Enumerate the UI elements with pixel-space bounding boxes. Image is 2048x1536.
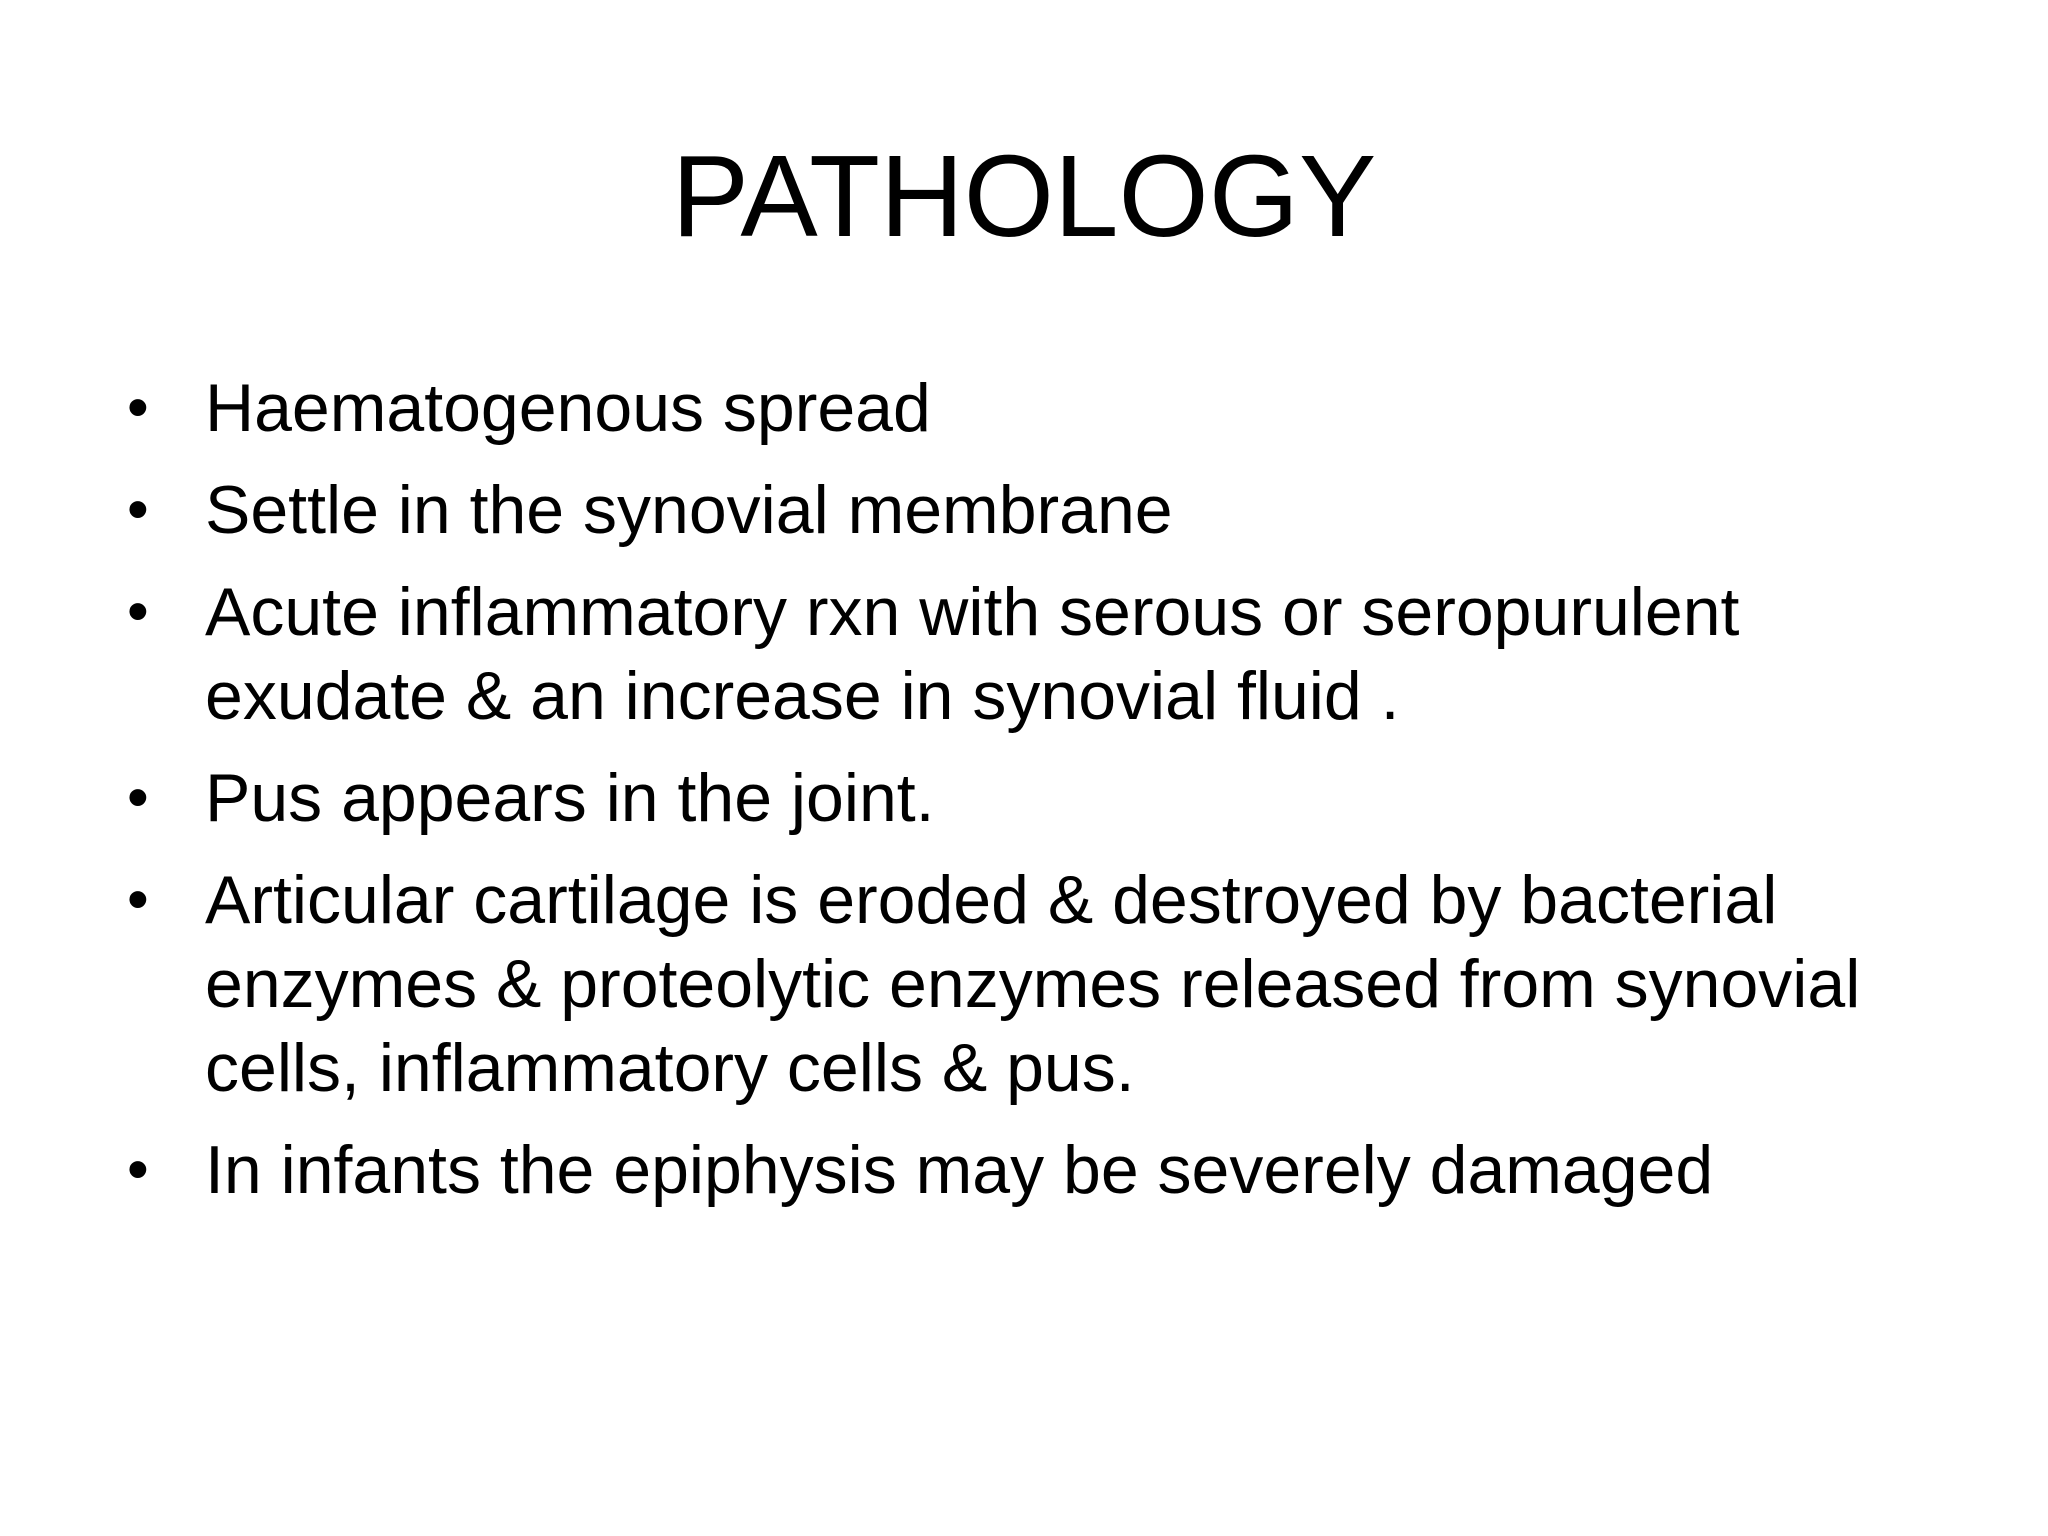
bullet-text: Acute inflammatory rxn with serous or seropurulent exudate & an increase in synovial fluid . (205, 574, 1740, 734)
bullet-icon: • (127, 475, 149, 544)
bullet-icon: • (127, 865, 149, 934)
bullet-text: Haematogenous spread (205, 370, 931, 446)
bullet-text: Articular cartilage is eroded & destroyed by bacterial enzymes & proteolytic enzymes released from synovial cells, inflammatory cells & pus. (205, 862, 1861, 1106)
bullet-text: Settle in the synovial membrane (205, 472, 1173, 548)
bullet-icon: • (127, 1135, 149, 1204)
bullet-icon: • (127, 763, 149, 832)
bullet-list (125, 366, 1965, 1230)
bullet-item (125, 468, 1965, 552)
bullet-text: In infants the epiphysis may be severely damaged (205, 1132, 1714, 1208)
bullet-item (125, 366, 1965, 450)
bullet-icon: • (127, 577, 149, 646)
bullet-icon: • (127, 373, 149, 442)
bullet-item (125, 858, 1965, 1110)
bullet-item (125, 756, 1965, 840)
slide-title: PATHOLOGY (671, 131, 1377, 261)
bullet-item (125, 1128, 1965, 1212)
bullet-text: Pus appears in the joint. (205, 760, 935, 836)
bullet-item (125, 570, 1965, 738)
